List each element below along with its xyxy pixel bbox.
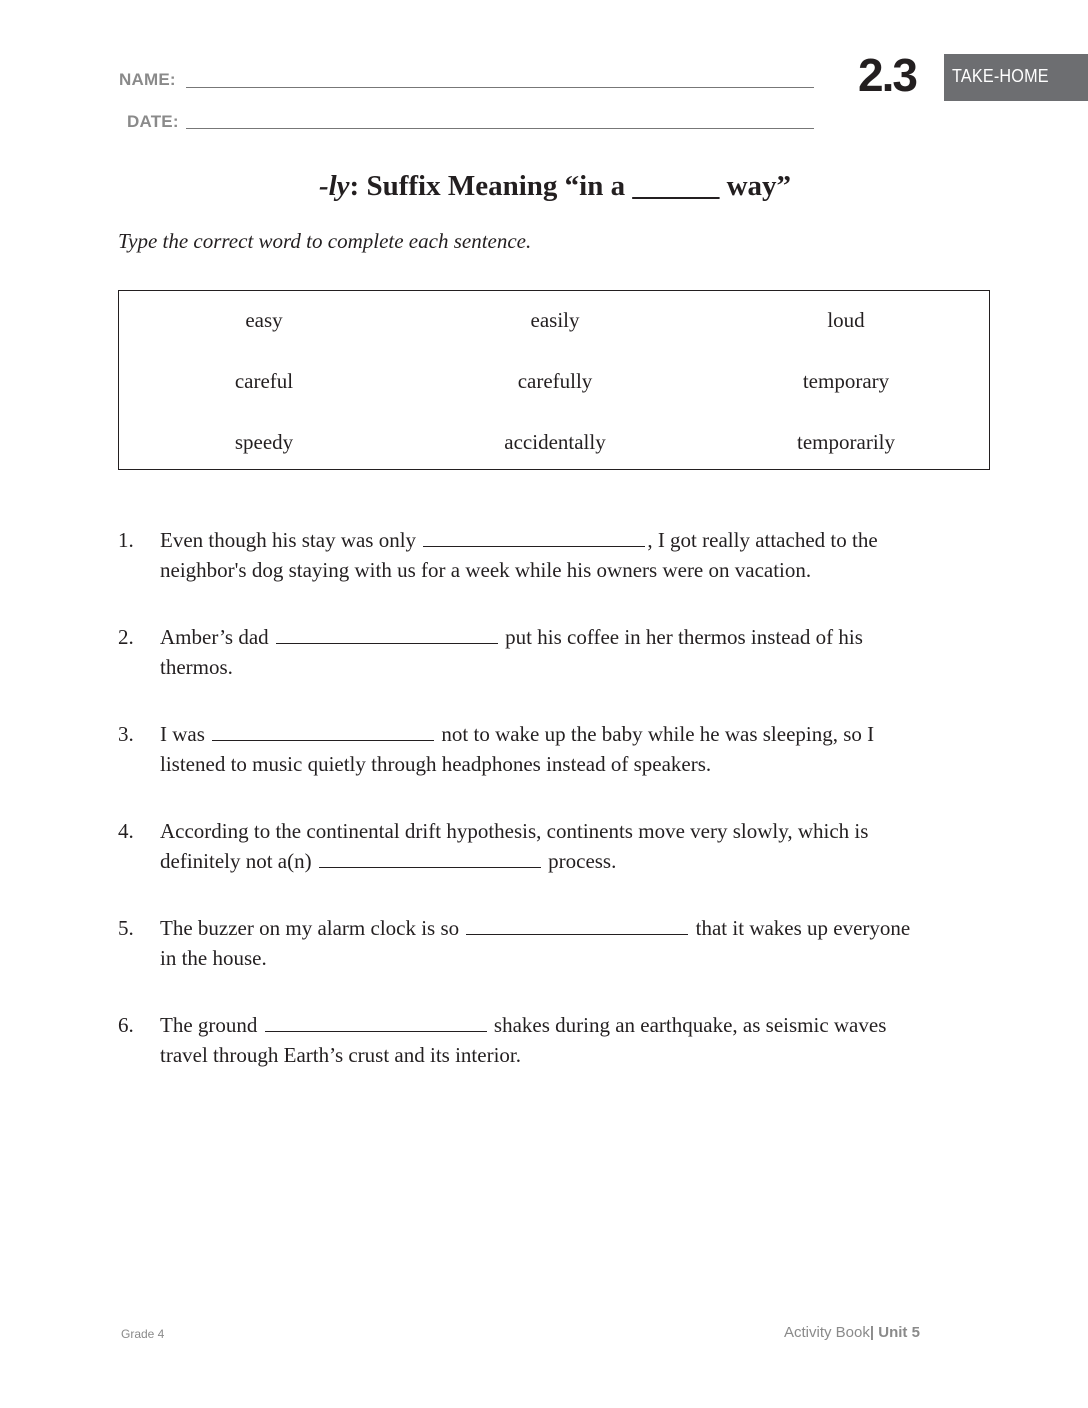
question-text: Even though his stay was only , I got really attached to the xyxy=(160,528,878,552)
question-text-continued: neighbor's dog staying with us for a week while his owners were on vacation. xyxy=(160,558,812,582)
word-bank-item: accidentally xyxy=(504,430,606,454)
answer-blank[interactable] xyxy=(319,849,541,868)
take-home-label: TAKE-HOME xyxy=(952,66,1049,86)
footer-unit: Unit 5 xyxy=(878,1324,920,1341)
question-text-continued: definitely not a(n) process. xyxy=(160,849,617,873)
footer-separator: | xyxy=(869,1324,875,1341)
question-number: 5. xyxy=(118,916,134,940)
question-text: The ground shakes during an earthquake, as seismic waves xyxy=(160,1013,887,1037)
question-text-continued: thermos. xyxy=(160,655,233,679)
word-bank xyxy=(118,290,990,470)
question-number: 2. xyxy=(118,625,134,649)
question-text: I was not to wake up the baby while he was sleeping, so I xyxy=(160,722,875,746)
question-text-continued: in the house. xyxy=(160,946,267,970)
instructions: Type the correct word to complete each sentence. xyxy=(118,229,532,253)
question-text: According to the continental drift hypothesis, continents move very slowly, which is xyxy=(160,819,869,843)
word-bank-item: easy xyxy=(245,308,283,332)
page-title xyxy=(0,170,1088,203)
title-text: : Suffix Meaning “in a ______ way” xyxy=(349,170,792,202)
question-number: 6. xyxy=(118,1013,134,1037)
date-field[interactable] xyxy=(186,128,814,129)
date-label: DATE: xyxy=(127,112,179,131)
word-bank-item: temporarily xyxy=(797,430,895,454)
word-bank-item: careful xyxy=(234,369,294,393)
answer-blank[interactable] xyxy=(276,625,498,644)
question-text-continued: travel through Earth’s crust and its interior. xyxy=(160,1043,521,1067)
word-bank-item: temporary xyxy=(802,369,890,393)
question-text: The buzzer on my alarm clock is so that it wakes up everyone xyxy=(160,916,911,940)
word-bank-item: easily xyxy=(530,308,580,332)
question-text-continued: listened to music quietly through headphones instead of speakers. xyxy=(160,752,712,776)
name-label: NAME: xyxy=(119,70,176,89)
word-bank-item: carefully xyxy=(517,369,593,393)
word-bank-item: loud xyxy=(827,308,865,332)
lesson-number: 2.3 xyxy=(858,49,916,101)
answer-blank[interactable] xyxy=(212,722,434,741)
answer-blank[interactable] xyxy=(423,528,645,547)
question-number: 4. xyxy=(118,819,134,843)
title-suffix: -ly xyxy=(318,170,350,202)
answer-blank[interactable] xyxy=(466,916,688,935)
word-bank-item: speedy xyxy=(234,430,294,454)
answer-blank[interactable] xyxy=(265,1013,487,1032)
question-text: Amber’s dad put his coffee in her thermos instead of his xyxy=(160,625,863,649)
question-number: 3. xyxy=(118,722,134,746)
footer-book: Activity Book xyxy=(784,1324,870,1341)
question-number: 1. xyxy=(118,528,134,552)
name-field[interactable] xyxy=(186,87,814,88)
footer-book-unit xyxy=(784,1324,920,1341)
footer-grade: Grade 4 xyxy=(121,1327,165,1341)
